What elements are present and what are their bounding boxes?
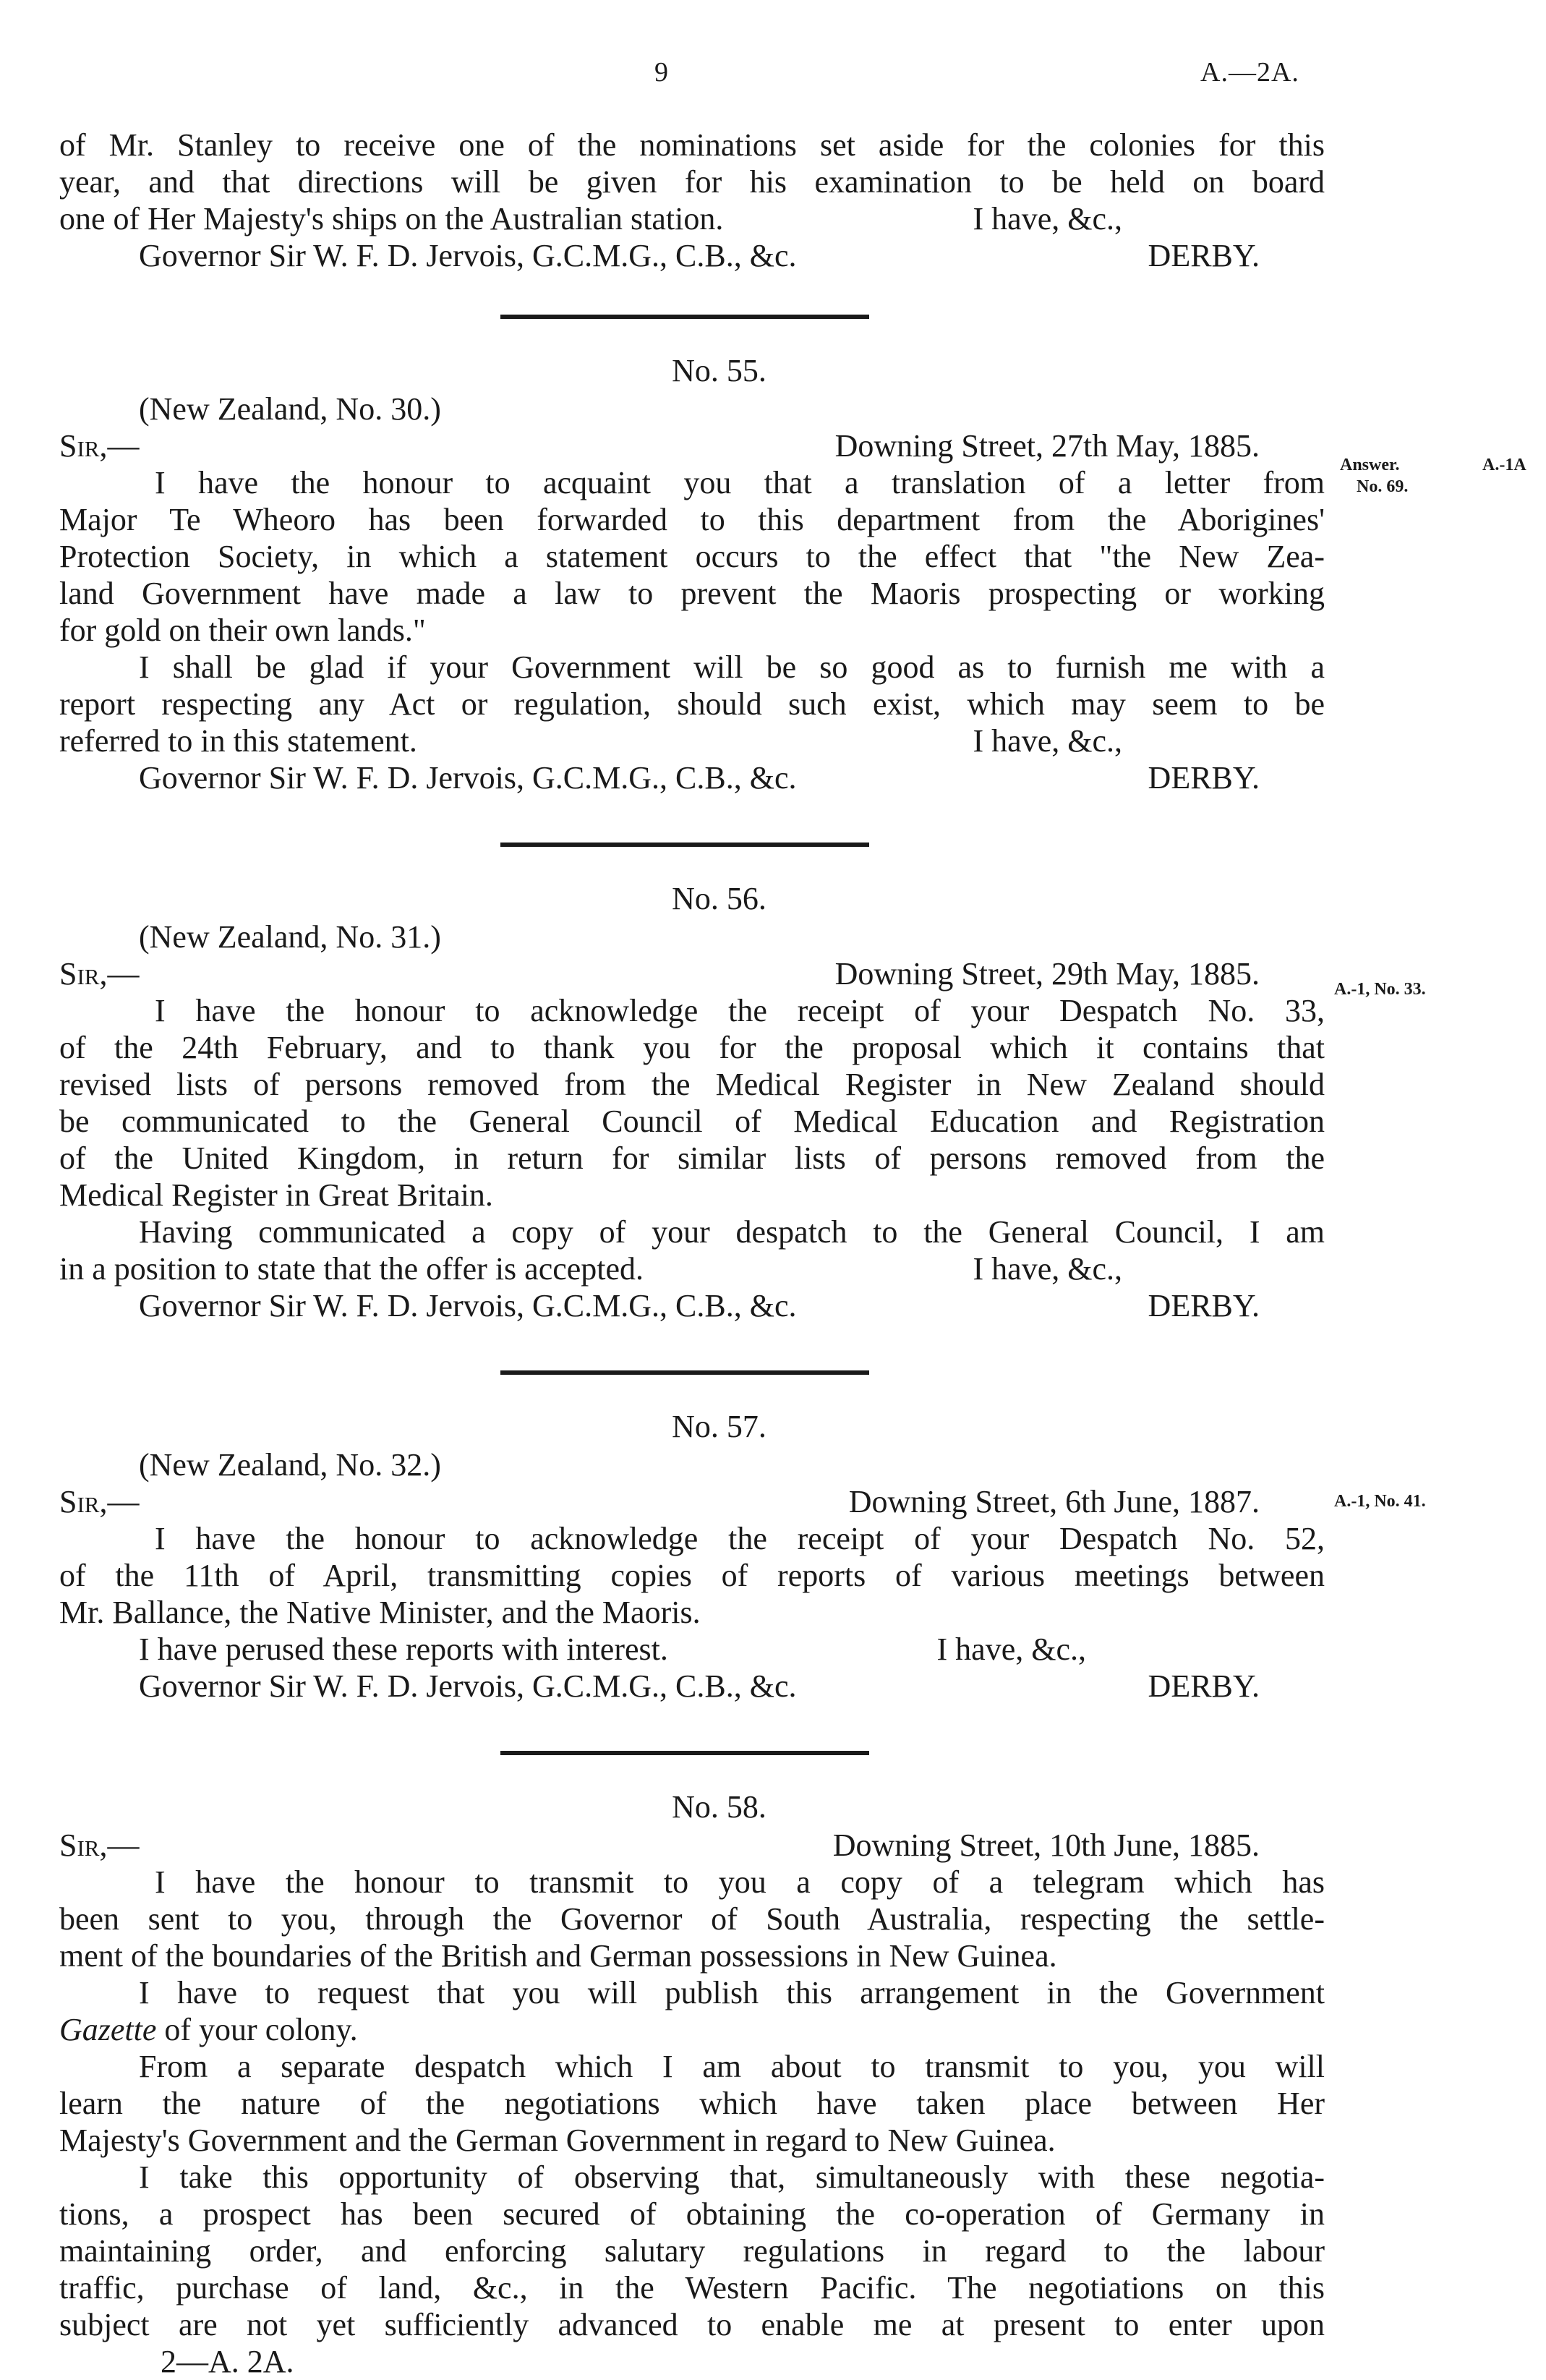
addressee: Governor Sir W. F. D. Jervois, G.C.M.G., C.B., &c.	[139, 1288, 797, 1323]
paragraph-line: been sent to you, through the Governor of South Australia, respecting the settle-	[59, 1901, 1325, 1937]
paragraph-line	[59, 2011, 1325, 2048]
margin-ref-57: A.-1, No. 41.	[1334, 1492, 1426, 1511]
salutation: Sir,—	[59, 956, 140, 991]
paragraph-line: From a separate despatch which I am about to transmit to you, you will	[139, 2049, 1325, 2084]
letter-date: Downing Street, 10th June, 1885.	[832, 1827, 1260, 1863]
closing-row	[59, 759, 1325, 796]
addressee: Governor Sir W. F. D. Jervois, G.C.M.G., C.B., &c.	[139, 1668, 797, 1704]
letter-date: Downing Street, 6th June, 1887.	[848, 1484, 1260, 1519]
signature: DERBY.	[1148, 760, 1260, 796]
salutation-row	[59, 427, 1325, 464]
paragraph-line: learn the nature of the negotiations which have taken place between Her	[59, 2086, 1325, 2121]
i-have: I have, &c.,	[936, 1632, 1086, 1667]
new-zealand-ref: (New Zealand, No. 30.)	[139, 391, 441, 427]
paper-reference: A.—2A.	[1200, 57, 1299, 88]
margin-ref-56: A.-1, No. 33.	[1334, 980, 1426, 999]
closing-row	[59, 1287, 1325, 1324]
i-have: I have, &c.,	[973, 723, 1122, 759]
signature-mark: 2—A. 2A.	[161, 2344, 294, 2379]
paragraph-line: of the 24th February, and to thank you for the proposal which it contains that	[59, 1030, 1325, 1065]
i-have: I have, &c.,	[973, 1251, 1122, 1287]
paragraph-line: Medical Register in Great Britain.	[59, 1177, 493, 1213]
paragraph-line: Majesty's Government and the German Government in regard to New Guinea.	[59, 2123, 1056, 2158]
paragraph-line: Protection Society, in which a statement occurs to the effect that "the New Zea-	[59, 539, 1325, 574]
salutation-row	[59, 955, 1325, 992]
section-divider	[500, 1370, 869, 1375]
intro-closing	[59, 237, 1325, 274]
intro-line: of Mr. Stanley to receive one of the nominations set aside for the colonies for this	[59, 127, 1325, 163]
paragraph-tail: of your colony.	[156, 2012, 358, 2047]
paragraph-line: Major Te Wheoro has been forwarded to this department from the Aborigines'	[59, 502, 1325, 537]
addressee: Governor Sir W. F. D. Jervois, G.C.M.G., C.B., &c.	[139, 760, 797, 796]
letter-number: No. 58.	[672, 1789, 766, 1825]
paragraph-line: I have perused these reports with interest.	[139, 1632, 668, 1667]
paragraph-line: I have to request that you will publish this arrangement in the Government	[139, 1975, 1325, 2010]
new-zealand-ref: (New Zealand, No. 31.)	[139, 919, 441, 955]
last-line-row	[59, 1631, 1325, 1668]
section-divider	[500, 1751, 869, 1755]
margin-answer-number: No. 69.	[1357, 477, 1409, 496]
letter-56	[59, 880, 1325, 1324]
paragraph-line: I have the honour to transmit to you a copy of a telegram which has	[155, 1864, 1325, 1900]
intro-last-line: one of Her Majesty's ships on the Australian station.	[59, 201, 724, 236]
salutation: Sir,—	[59, 1827, 140, 1863]
page-number: 9	[654, 57, 668, 88]
paragraph-line: of the United Kingdom, in return for similar lists of persons removed from the	[59, 1140, 1325, 1176]
letter-57	[59, 1408, 1325, 1705]
last-line-row	[59, 722, 1325, 759]
page-header	[0, 56, 1546, 100]
paragraph-line: ment of the boundaries of the British and German possessions in New Guinea.	[59, 1938, 1057, 1974]
intro-signature: DERBY.	[1148, 238, 1260, 273]
paragraph-line: report respecting any Act or regulation, should such exist, which may seem to be	[59, 686, 1325, 722]
paragraph-line: traffic, purchase of land, &c., in the Western Pacific. The negotiations on this	[59, 2270, 1325, 2306]
margin-ref-55: A.-1A	[1482, 456, 1526, 474]
intro-line: year, and that directions will be given for his examination to be held on board	[59, 164, 1325, 200]
paragraph-line: I shall be glad if your Government will be so good as to furnish me with a	[139, 649, 1325, 685]
salutation-row	[59, 1483, 1325, 1520]
paragraph-line: in a position to state that the offer is accepted.	[59, 1251, 644, 1287]
letter-number: No. 56.	[672, 881, 766, 916]
gazette-title: Gazette	[59, 2012, 157, 2047]
paragraph-line: I take this opportunity of observing that, simultaneously with these negotia-	[139, 2159, 1325, 2195]
salutation: Sir,—	[59, 1484, 140, 1519]
section-divider	[500, 315, 869, 319]
new-zealand-ref: (New Zealand, No. 32.)	[139, 1447, 441, 1483]
paragraph-line: be communicated to the General Council of Medical Education and Registration	[59, 1104, 1325, 1139]
signature: DERBY.	[1148, 1288, 1260, 1323]
closing-row	[59, 1668, 1325, 1705]
paragraph-line: I have the honour to acknowledge the receipt of your Despatch No. 33,	[155, 993, 1325, 1028]
salutation-row	[59, 1827, 1325, 1864]
letter-date: Downing Street, 27th May, 1885.	[834, 428, 1260, 464]
body-column	[59, 127, 1325, 2380]
intro-section	[59, 127, 1325, 274]
paragraph-line: land Government have made a law to prevent the Maoris prospecting or working	[59, 576, 1325, 611]
section-divider	[500, 843, 869, 847]
paragraph-line: Having communicated a copy of your despatch to the General Council, I am	[139, 1214, 1325, 1250]
paragraph-line: I have the honour to acquaint you that a translation of a letter from	[155, 465, 1325, 500]
paragraph-line: Mr. Ballance, the Native Minister, and the Maoris.	[59, 1595, 701, 1630]
intro-last-row	[59, 200, 1325, 237]
intro-addressee: Governor Sir W. F. D. Jervois, G.C.M.G., C.B., &c.	[139, 238, 797, 273]
paragraph-line: for gold on their own lands."	[59, 613, 426, 648]
paragraph-line: referred to in this statement.	[59, 723, 417, 759]
paragraph-line: subject are not yet sufficiently advanced to enable me at present to enter upon	[59, 2307, 1325, 2342]
margin-answer-label: Answer.	[1340, 456, 1400, 474]
salutation: Sir,—	[59, 428, 140, 464]
letter-date: Downing Street, 29th May, 1885.	[834, 956, 1260, 991]
intro-i-have: I have, &c.,	[973, 201, 1122, 236]
letter-number: No. 55.	[672, 353, 766, 388]
paragraph-line: maintaining order, and enforcing salutary regulations in regard to the labour	[59, 2233, 1325, 2269]
paragraph-line: tions, a prospect has been secured of obtaining the co-operation of Germany in	[59, 2196, 1325, 2232]
signature: DERBY.	[1148, 1668, 1260, 1704]
paragraph-line: revised lists of persons removed from the Medical Register in New Zealand should	[59, 1067, 1325, 1102]
letter-58	[59, 1788, 1325, 2380]
paragraph-line: of the 11th of April, transmitting copies of reports of various meetings between	[59, 1558, 1325, 1593]
paragraph-line: I have the honour to acknowledge the receipt of your Despatch No. 52,	[155, 1521, 1325, 1556]
last-line-row	[59, 1250, 1325, 1287]
letter-55	[59, 352, 1325, 796]
letter-number: No. 57.	[672, 1409, 766, 1444]
